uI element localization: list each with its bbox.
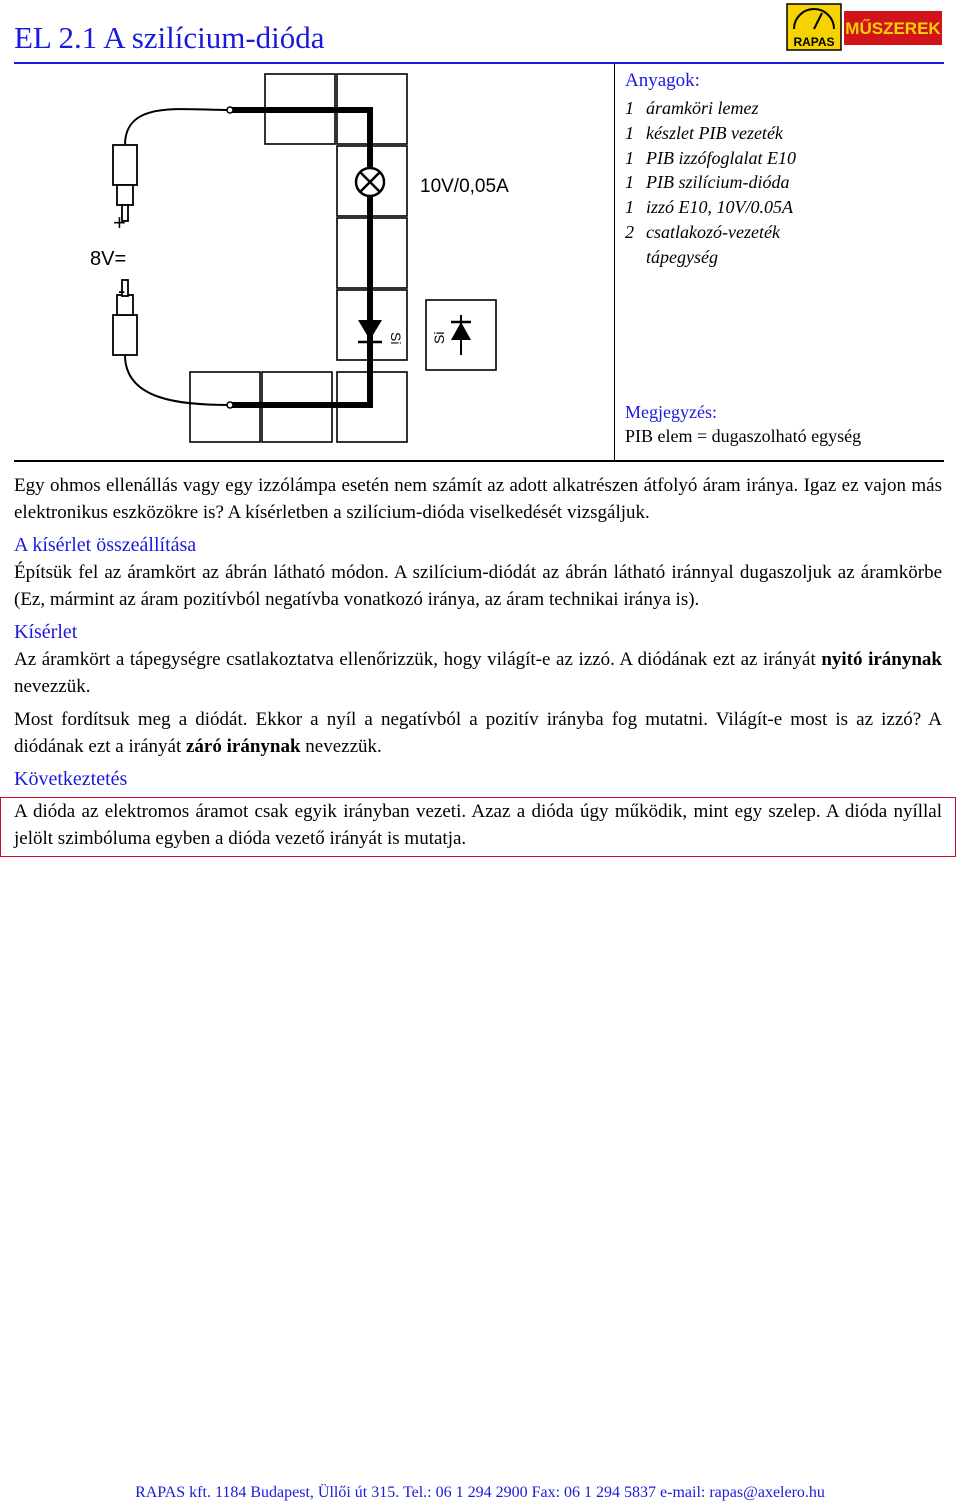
experiment-paragraph-1: Az áramkört a tápegységre csatlakoztatva ellenőrizzük, hogy világít-e az izzó. A diódának ezt az irányát nyitó iránynak nevezzük.: [14, 649, 942, 697]
note-heading: Megjegyzés:: [625, 402, 717, 422]
experiment-heading: Kísérlet: [14, 621, 78, 643]
materials-item: 1 izzó E10, 10V/0.05A: [625, 197, 793, 218]
svg-text:+: +: [113, 210, 126, 235]
materials-heading: Anyagok:: [625, 70, 700, 91]
footer: RAPAS kft. 1184 Budapest, Üllői út 315. Tel.: 06 1 294 2900 Fax: 06 1 294 5837 e-mail: rapas@axelero.hu: [135, 1484, 825, 1501]
experiment-paragraph-2: Most fordítsuk meg a diódát. Ekkor a nyíl a negatívból a pozitív irányba fog mutatni. Világít-e most is az izzó? A diódának ezt a irányát záró iránynak nevezzük.: [14, 709, 942, 757]
conclusion-paragraph: A dióda az elektromos áramot csak egyik irányban vezeti. Azaz a dióda úgy működik, mint egy szelep. A dióda nyíllal jelölt szimbóluma egyben a dióda vezető irányát is mutatja.: [14, 801, 942, 849]
svg-text:8V=: 8V=: [90, 248, 127, 270]
page-title: EL 2.1 A szilícium-dióda: [14, 20, 325, 55]
note-text: PIB elem = dugaszolható egység: [625, 426, 862, 446]
materials-item: 1 PIB izzófoglalat E10: [625, 147, 796, 168]
setup-heading: A kísérlet összeállítása: [14, 534, 197, 556]
materials-item: tápegység: [646, 246, 718, 267]
svg-text:-: -: [118, 278, 126, 303]
materials-item: 2 csatlakozó-vezeték: [625, 221, 780, 242]
intro-paragraph: Egy ohmos ellenállás vagy egy izzólámpa esetén nem számít az adott alkatrészen átfolyó áram iránya. Igaz ez vajon más elektronikus eszközökre is? A kísérletben a szilícium-dióda viselkedését vizsgáljuk.: [14, 475, 942, 523]
materials-item: 1 áramköri lemez: [625, 98, 759, 118]
conclusion-heading: Következtetés: [14, 768, 128, 790]
svg-text:MŰSZEREK: MŰSZEREK: [845, 19, 941, 38]
section-rule: [14, 460, 944, 462]
setup-paragraph: Építsük fel az áramkört az ábrán látható módon. A szilícium-diódát az ábrán látható iránnyal dugaszoljuk az áramkörbe (Ez, mármint az áram pozitívból negatívba vonatkozó iránya, az áram technikai iránya is).: [14, 562, 942, 610]
materials-item: 1 PIB szilícium-dióda: [625, 172, 790, 193]
svg-text:RAPAS: RAPAS: [793, 35, 835, 49]
rapas-logo: [786, 3, 944, 51]
circuit-diagram: [80, 70, 610, 456]
materials-panel: [614, 64, 944, 460]
main-content: [14, 472, 942, 857]
svg-text:Si: Si: [431, 331, 447, 344]
conclusion-box: [0, 797, 956, 857]
svg-text:10V/0,05A: 10V/0,05A: [420, 176, 509, 197]
svg-text:Si: Si: [388, 332, 404, 345]
materials-item: 1 készlet PIB vezeték: [625, 122, 783, 143]
materials-list: [625, 96, 796, 270]
